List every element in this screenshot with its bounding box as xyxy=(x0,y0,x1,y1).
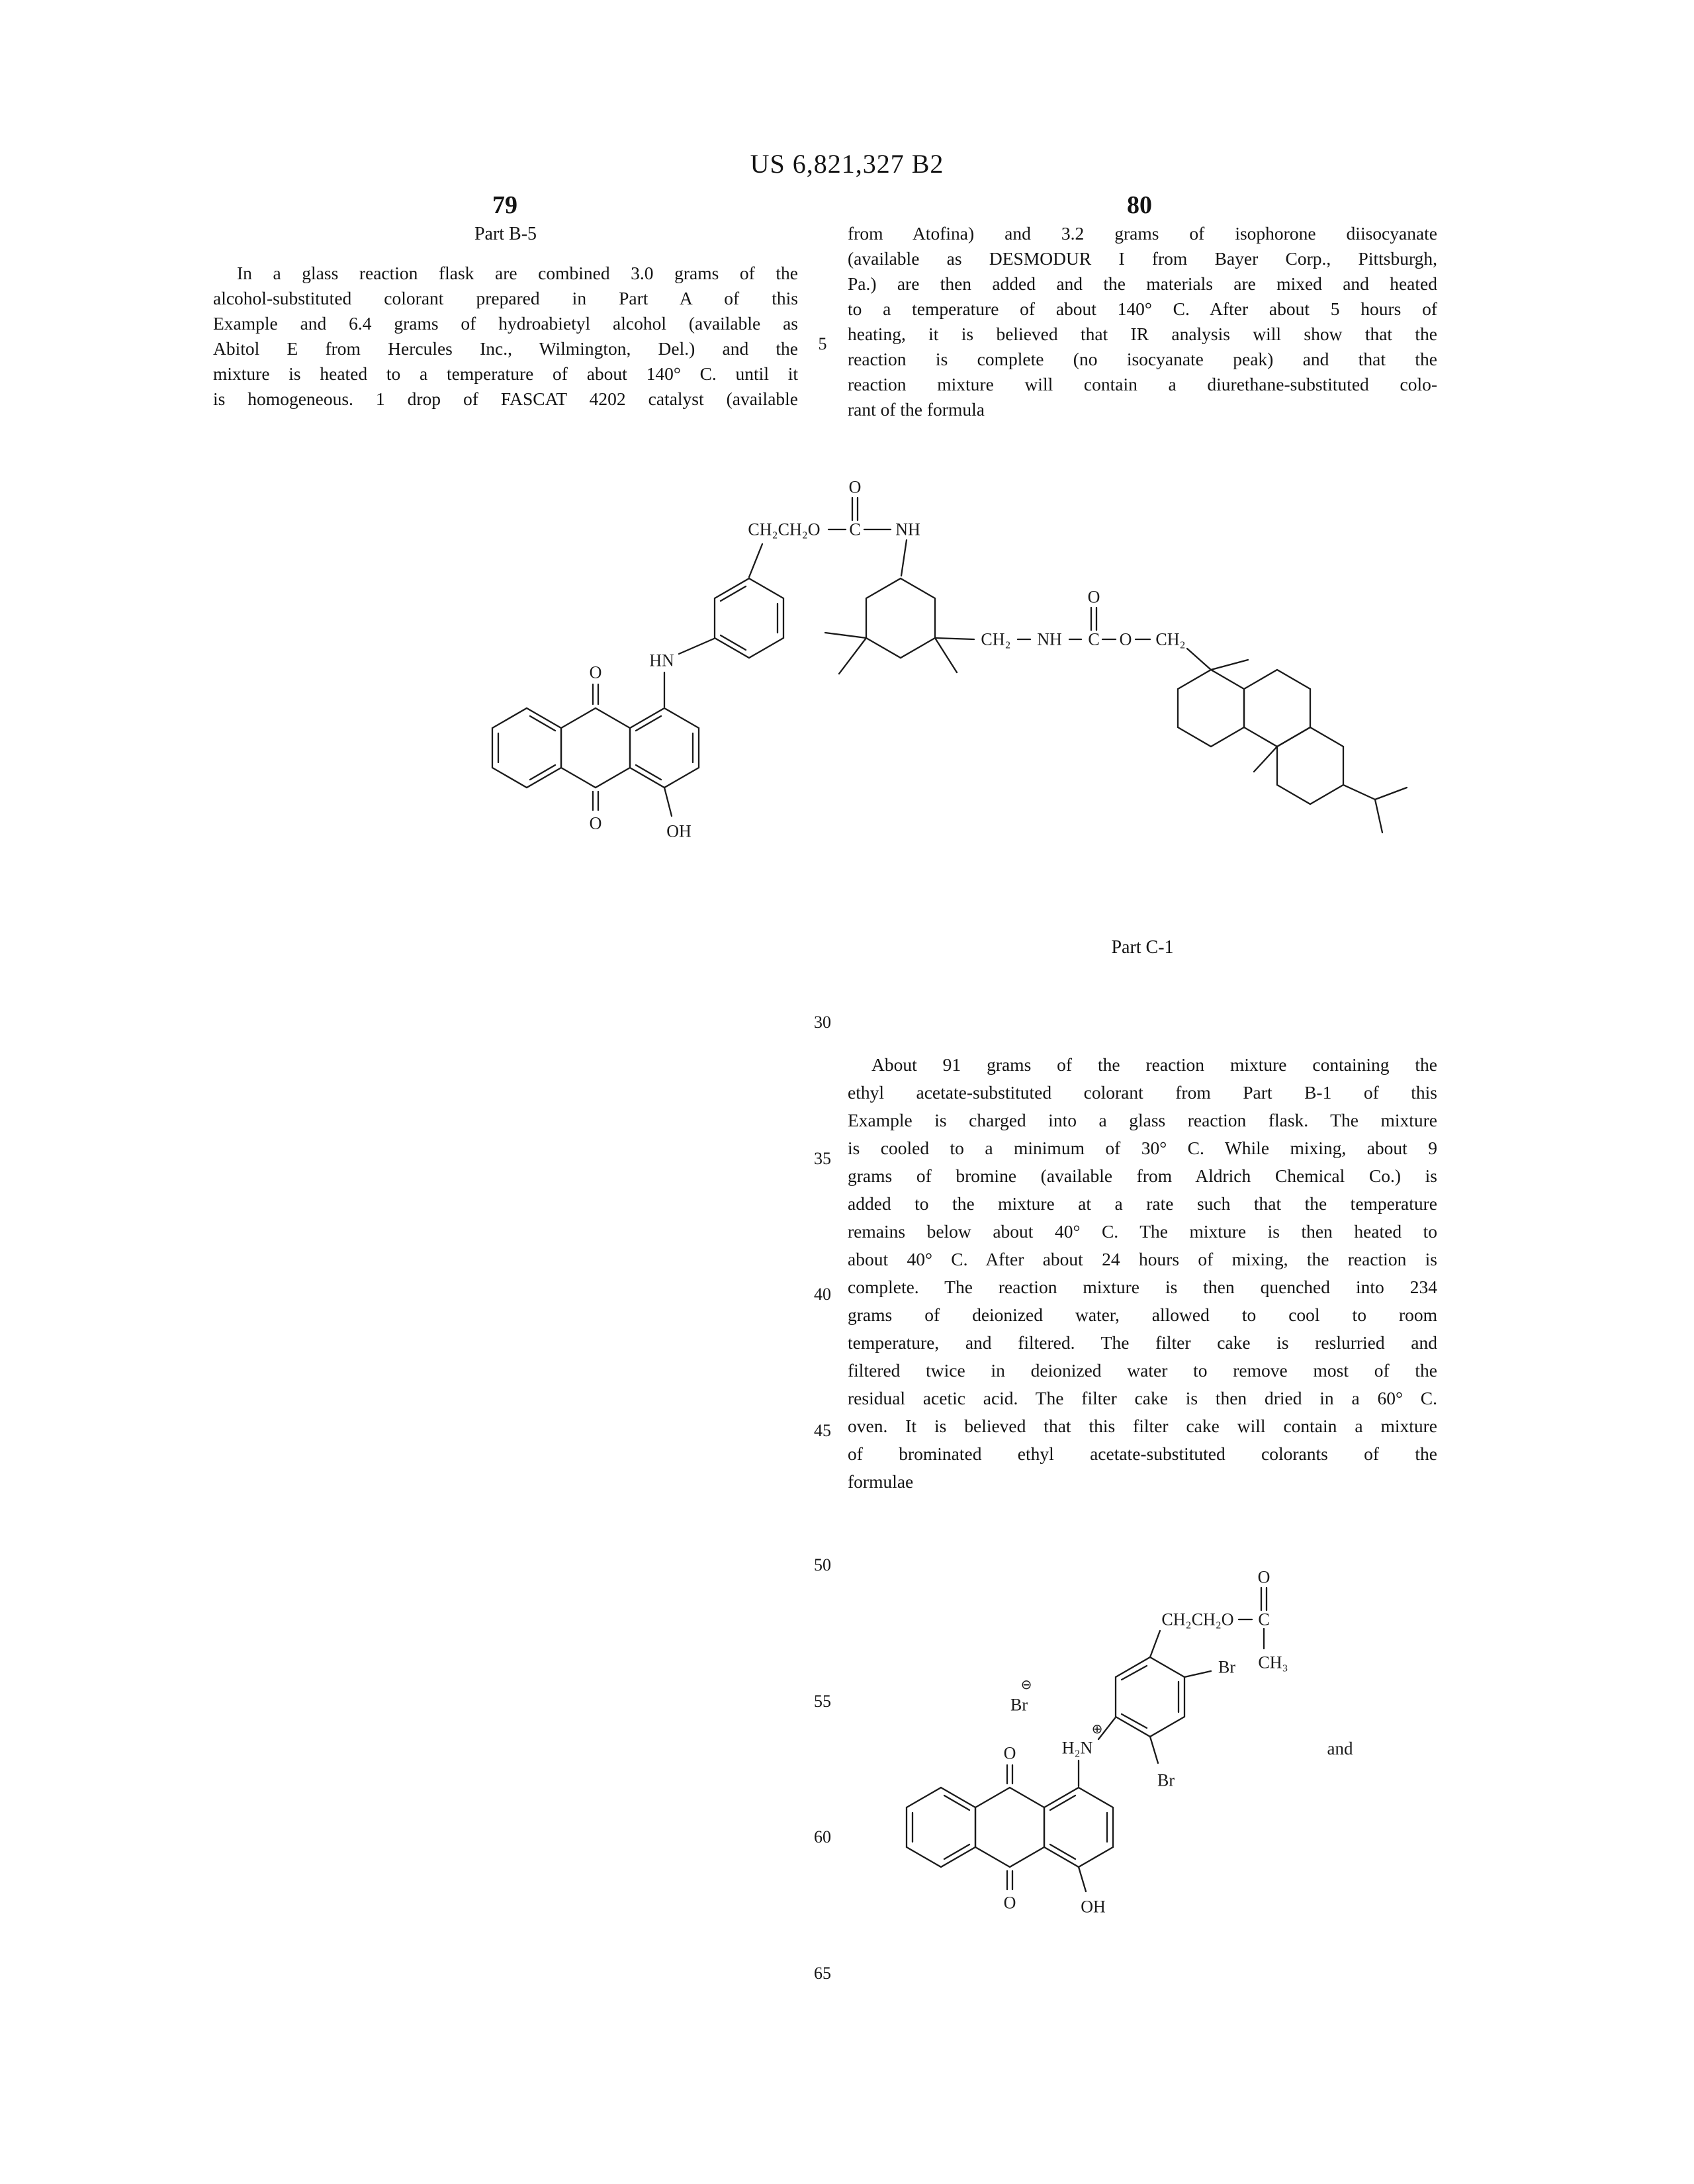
text-line: to a temperature of about 140° C. After about 5 hours of xyxy=(848,298,1437,319)
oh-bond xyxy=(664,788,672,816)
isophorone-ring xyxy=(825,578,957,674)
text-line: Example and 6.4 grams of hydroabietyl alcohol (available as xyxy=(213,313,798,334)
quinone-carbonyl-bonds xyxy=(1007,1765,1012,1889)
oxygen-label: O xyxy=(1257,1567,1270,1587)
text-line: residual acetic acid. The filter cake is then dried in a 60° C. xyxy=(848,1388,1437,1408)
hydroxyl-label: OH xyxy=(666,821,691,841)
text-line: from Atofina) and 3.2 grams of isophorone diisocyanate xyxy=(848,223,1437,244)
text-line: grams of bromine (available from Aldrich Chemical Co.) is xyxy=(848,1165,1437,1186)
text-line: mixture is heated to a temperature of about 140° C. until it xyxy=(213,363,798,384)
ch2-label: CH₂ xyxy=(1155,629,1186,649)
margin-line-number: 40 xyxy=(814,1285,831,1304)
quinone-carbonyl-bonds xyxy=(593,684,598,810)
chemical-structure-diurethane-colorant xyxy=(492,478,1407,841)
margin-line-number: 55 xyxy=(814,1692,831,1711)
anthraquinone-rings xyxy=(492,708,699,788)
section-title-part-c1: Part C-1 xyxy=(1111,937,1174,958)
oh-bond xyxy=(1079,1867,1086,1891)
text-line: (available as DESMODUR I from Bayer Corp., Pittsburgh, xyxy=(848,248,1437,269)
hydroabietyl-rings xyxy=(1178,660,1407,833)
text-line: oven. It is believed that this filter cake will contain a mixture xyxy=(848,1416,1437,1436)
text-line: filtered twice in deionized water to remove most of the xyxy=(848,1360,1437,1381)
text-line: reaction mixture will contain a diurethane-substituted colo- xyxy=(848,374,1437,394)
text-line: formulae xyxy=(848,1471,914,1492)
oxygen-label: O xyxy=(848,477,862,497)
text-line: remains below about 40° C. The mixture is then heated to xyxy=(848,1221,1437,1242)
oxygen-label: O xyxy=(589,662,602,682)
page-number-right: 80 xyxy=(1127,191,1152,219)
text-line: alcohol-substituted colorant prepared in Part A of this xyxy=(213,288,798,308)
margin-line-number: 60 xyxy=(814,1827,831,1846)
margin-line-number: 5 xyxy=(818,334,827,353)
anthraquinone-rings xyxy=(907,1788,1113,1867)
hn-label: HN xyxy=(649,651,674,670)
bromide-counterion-label: Br xyxy=(1010,1695,1028,1715)
hydroxyl-label: OH xyxy=(1081,1897,1106,1917)
and-connector: and xyxy=(1327,1739,1353,1758)
nh-label: NH xyxy=(1037,629,1062,649)
text-line: is homogeneous. 1 drop of FASCAT 4202 catalyst (available xyxy=(213,388,798,409)
minus-charge-icon: ⊖ xyxy=(1020,1676,1032,1692)
text-line: complete. The reaction mixture is then quenched into 234 xyxy=(848,1277,1437,1297)
oxygen-label: O xyxy=(1003,1743,1016,1763)
ch2ch2o-label: CH₂CH₂O xyxy=(1161,1610,1234,1629)
carbon-label: C xyxy=(849,520,861,539)
text-line: added to the mixture at a rate such that the temperature xyxy=(848,1193,1437,1214)
patent-number-header: US 6,821,327 B2 xyxy=(750,149,944,179)
text-line: about 40° C. After about 24 hours of mixing, the reaction is xyxy=(848,1249,1437,1269)
section-title-part-b5: Part B-5 xyxy=(474,224,537,244)
bromine-label: Br xyxy=(1218,1657,1235,1677)
nh-label: NH xyxy=(895,520,920,539)
text-line: Pa.) are then added and the materials are mixed and heated xyxy=(848,273,1437,294)
margin-line-number: 50 xyxy=(814,1555,831,1574)
carbon-label: C xyxy=(1088,629,1100,649)
margin-line-number: 30 xyxy=(814,1013,831,1032)
oxygen-label: O xyxy=(1003,1893,1016,1913)
h2n-label: H₂N xyxy=(1061,1738,1093,1758)
text-line: ethyl acetate-substituted colorant from Part B-1 of this xyxy=(848,1082,1437,1103)
text-line: About 91 grams of the reaction mixture containing the xyxy=(871,1054,1437,1075)
text-line: reaction is complete (no isocyanate peak) and that the xyxy=(848,349,1437,369)
text-line: Example is charged into a glass reaction flask. The mixture xyxy=(848,1110,1437,1130)
margin-line-number: 35 xyxy=(814,1149,831,1168)
text-line: of brominated ethyl acetate-substituted colorants of the xyxy=(848,1443,1437,1464)
oxygen-label: O xyxy=(589,813,602,833)
ch3-label: CH₃ xyxy=(1258,1653,1288,1672)
text-line: heating, it is believed that IR analysis will show that the xyxy=(848,324,1437,344)
text-line: is cooled to a minimum of 30° C. While mixing, about 9 xyxy=(848,1138,1437,1158)
plus-charge-icon: ⊕ xyxy=(1091,1721,1103,1737)
amine-link-bonds xyxy=(664,639,714,707)
text-line: In a glass reaction flask are combined 3.0 grams of the xyxy=(237,263,798,283)
ch2-label: CH₂ xyxy=(981,629,1011,649)
oxygen-label: O xyxy=(1119,629,1132,649)
brominated-phenyl-ring xyxy=(1116,1657,1211,1763)
text-line: temperature, and filtered. The filter cake is reslurried and xyxy=(848,1332,1437,1353)
margin-line-number: 65 xyxy=(814,1964,831,1983)
bromine-label: Br xyxy=(1157,1770,1175,1790)
text-line: Abitol E from Hercules Inc., Wilmington, Del.) and the xyxy=(213,338,798,359)
page-number-left: 79 xyxy=(492,191,517,219)
margin-line-number: 45 xyxy=(814,1421,831,1440)
carbon-label: C xyxy=(1258,1610,1270,1629)
text-line: rant of the formula xyxy=(848,399,985,420)
text-line: grams of deionized water, allowed to cool to room xyxy=(848,1304,1437,1325)
oxygen-label: O xyxy=(1087,587,1100,607)
chemical-structure-brominated-colorant xyxy=(907,1568,1353,1917)
ch2ch2o-label: CH₂CH₂O xyxy=(748,520,821,539)
aminophenyl-ring xyxy=(715,578,783,658)
